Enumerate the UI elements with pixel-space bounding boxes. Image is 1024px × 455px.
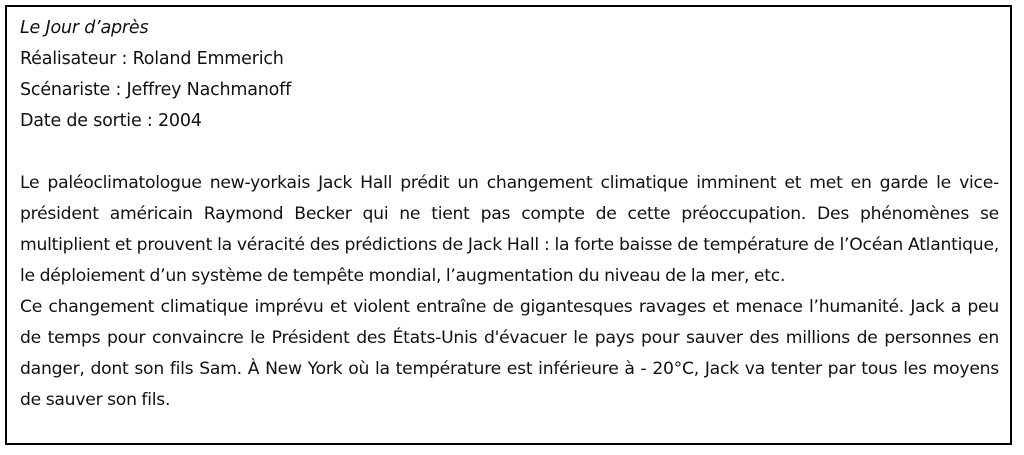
synopsis-paragraph-1: Le paléoclimatologue new-yorkais Jack Hall prédit un changement climatique imminent et met en garde le vice-président américain Raymond Becker qui ne tient pas compte de cette préoccupation. Des phénomènes se multiplient et prouvent la véracité des prédictions de Jack Hall : la forte baisse de température de l’Océan Atlantique, le déploiement d’un système de tempête mondial, l’augmentation du niveau de la mer, etc.	[20, 173, 999, 286]
film-metadata	[20, 13, 291, 137]
film-info-box	[5, 5, 1012, 445]
film-writer: Scénariste : Jeffrey Nachmanoff	[20, 80, 292, 100]
synopsis-paragraph-2: Ce changement climatique imprévu et violent entraîne de gigantesques ravages et menace l’humanité. Jack a peu de temps pour convaincre le Président des États-Unis d'évacuer le pays pour sauver des millions de personnes en danger, dont son fils Sam. À New York où la température est inférieure à - 20°C, Jack va tenter par tous les moyens de sauver son fils.	[20, 297, 999, 410]
film-director: Réalisateur : Roland Emmerich	[20, 49, 284, 69]
film-release-date: Date de sortie : 2004	[20, 111, 202, 131]
film-synopsis	[20, 168, 999, 416]
film-title: Le Jour d’après	[20, 18, 149, 38]
